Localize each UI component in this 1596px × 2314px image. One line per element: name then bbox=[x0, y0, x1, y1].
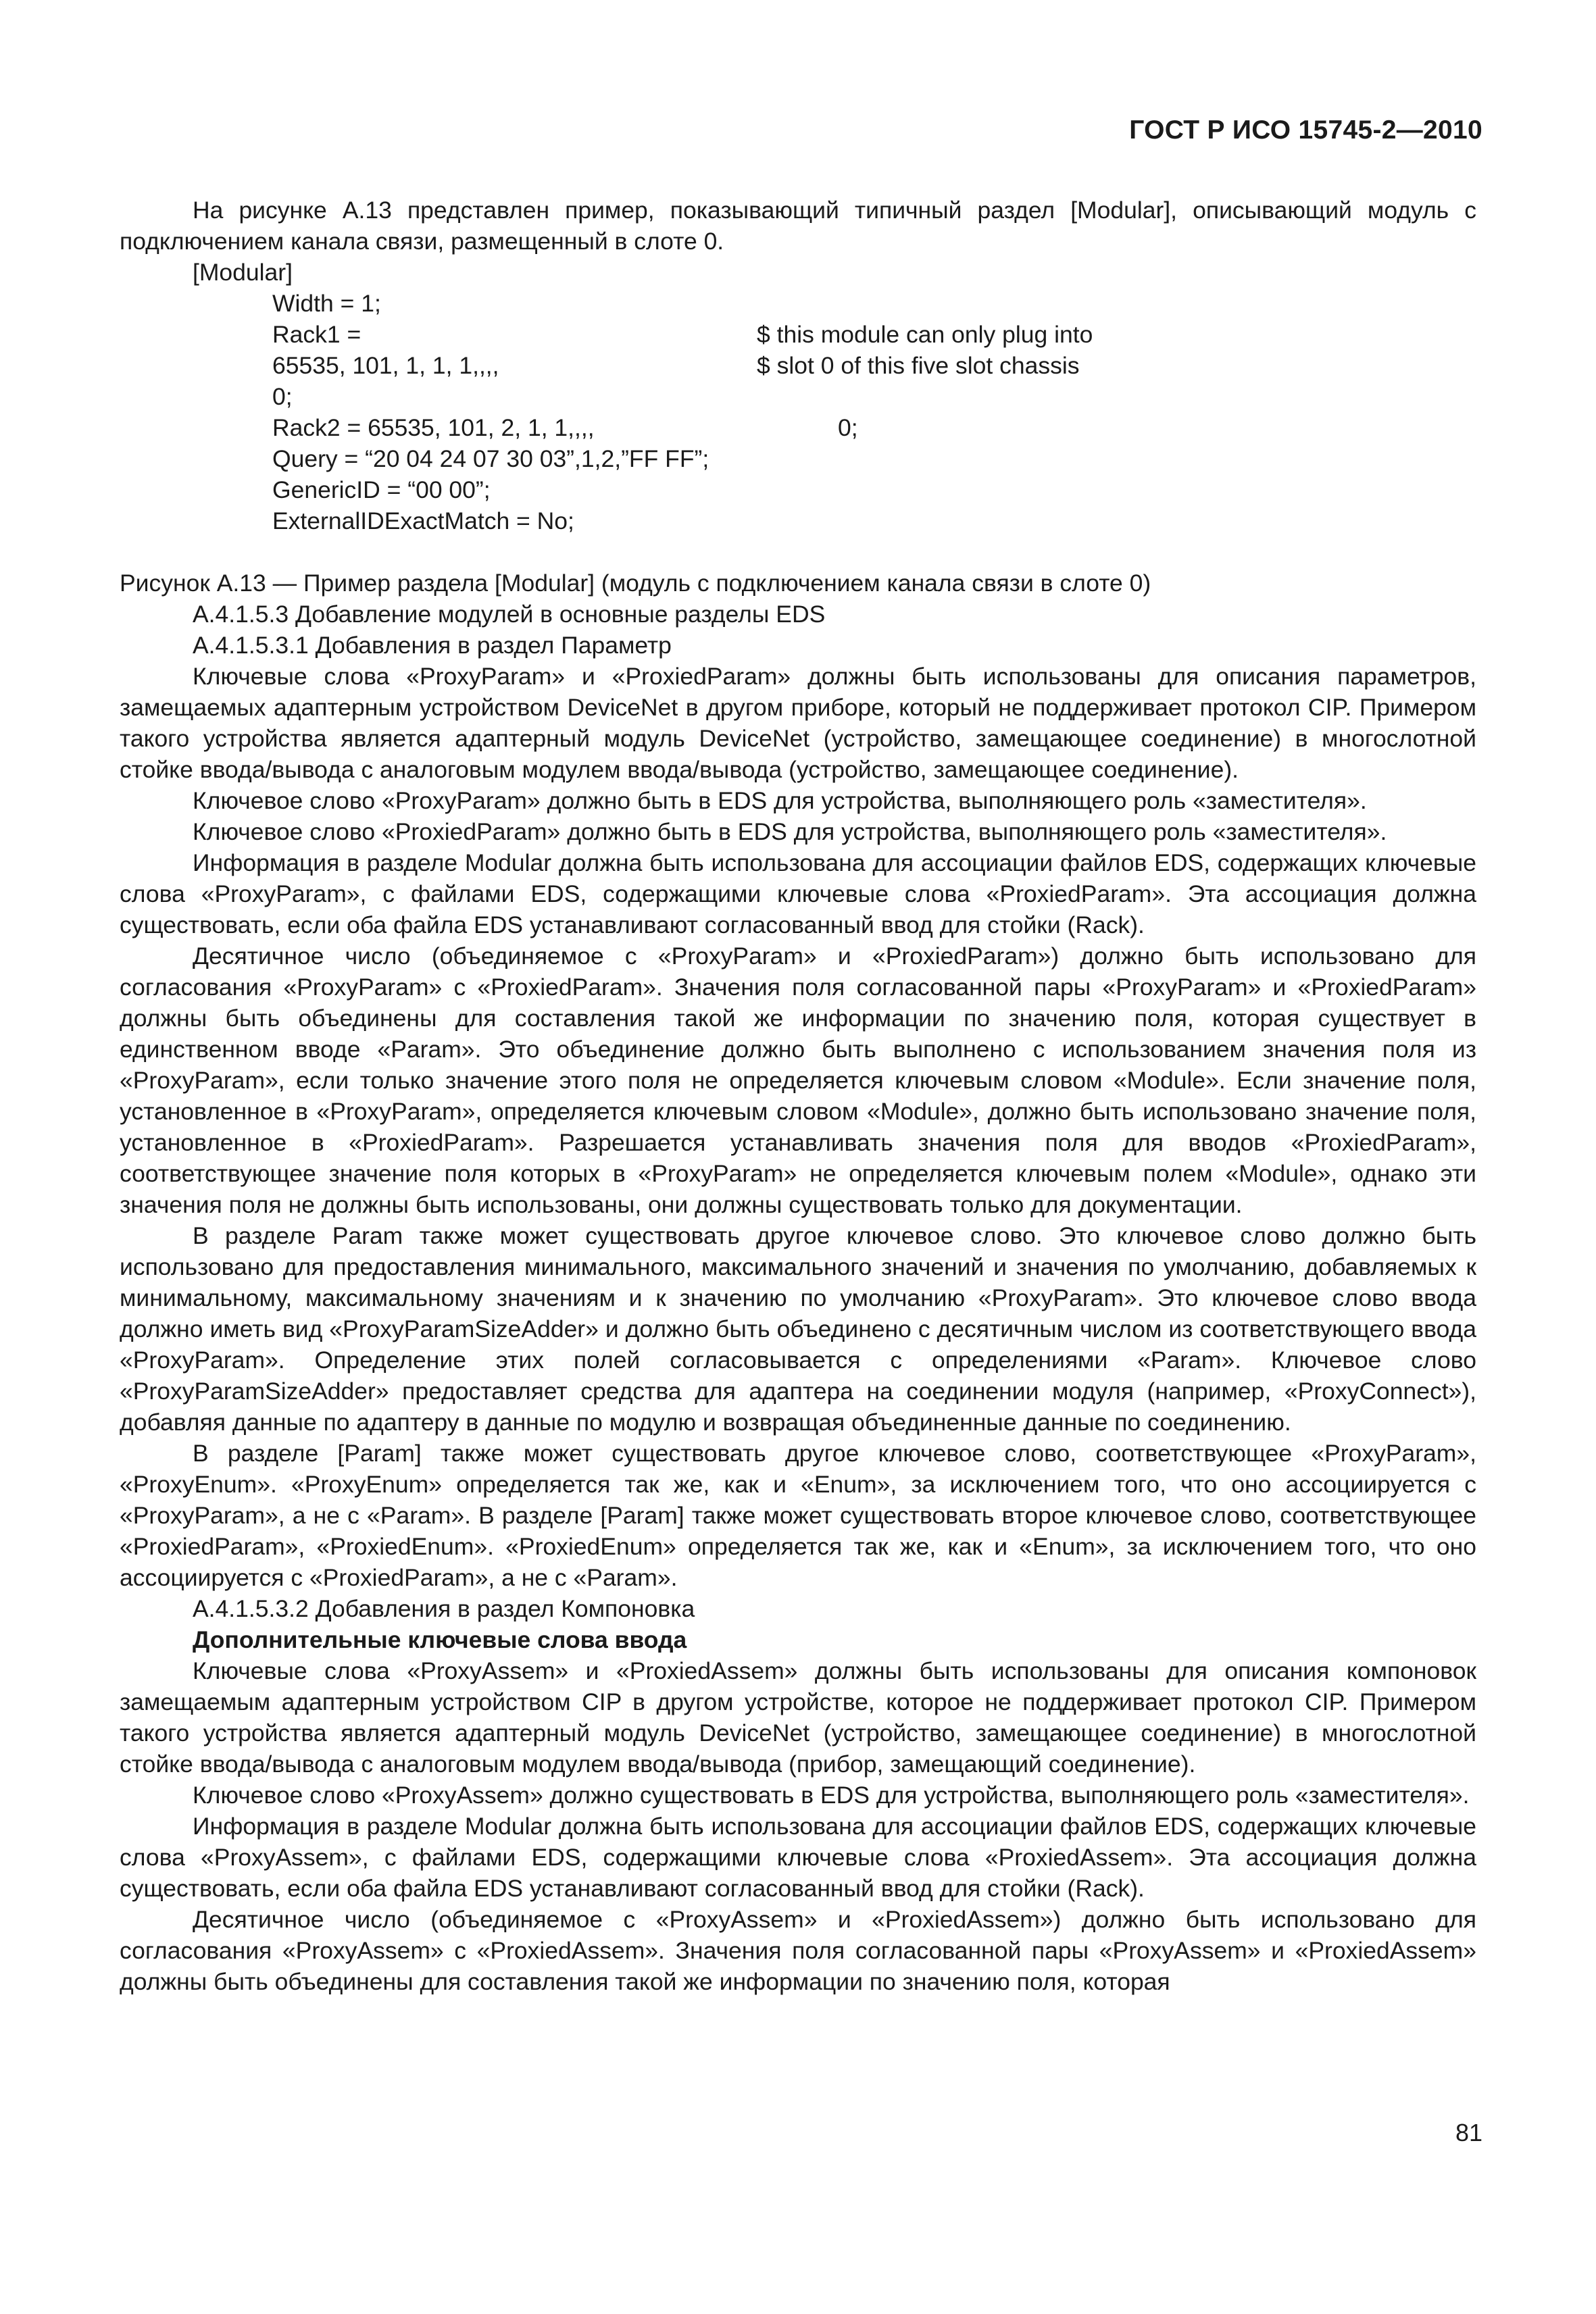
code-comment-2: $ slot 0 of this five slot chassis bbox=[757, 352, 1080, 379]
body-paragraph: Ключевые слова «ProxyAssem» и «ProxiedAssem» должны быть использованы для описания компоновок замещаемым адаптерным устройством CIP в другом устройстве, которое не поддерживает протокол CIP. Примером такого устройства является адаптерный модуль DeviceNet (устройство, замещающее соединение) в многослотной стойке ввода/вывода с аналоговым модулем ввода/вывода (прибор, замещающий соединение). bbox=[120, 1657, 1476, 1778]
subsection-heading: А.4.1.5.3.1 Добавления в раздел Параметр bbox=[193, 632, 672, 659]
page-number: 81 bbox=[1455, 2119, 1482, 2146]
body-paragraph: Информация в разделе Modular должна быть использована для ассоциации файлов EDS, содержащих ключевые слова «ProxyParam», с файлами EDS, содержащими ключевые слова «ProxiedParam». Эта ассоциация должна существовать, если оба файла EDS устанавливают согласованный ввод для стойки (Rack). bbox=[120, 849, 1476, 938]
intro-paragraph: На рисунке А.13 представлен пример, показывающий типичный раздел [Modular], описывающий модуль с подключением канала связи, размещенный в слоте 0. bbox=[120, 197, 1476, 255]
code-example bbox=[120, 257, 1476, 568]
code-width: Width = 1; bbox=[272, 290, 381, 317]
bold-heading: Дополнительные ключевые слова ввода bbox=[193, 1626, 687, 1653]
page-content bbox=[120, 195, 1476, 1997]
code-generic-id: GenericID = “00 00”; bbox=[272, 476, 491, 503]
body-paragraph: Ключевое слово «ProxyAssem» должно существовать в EDS для устройства, выполняющего роль «заместителя». bbox=[193, 1782, 1470, 1809]
body-paragraph: Десятичное число (объединяемое с «ProxyParam» и «ProxiedParam») должно быть использовано для согласования «ProxyParam» с «ProxiedParam». Значения поля согласованной пары «ProxyParam» и «ProxiedParam» должны быть объединены для составления такой же информации по значению поля, которая существует в единственном вводе «Param». Это объединение должно быть выполнено с использованием значения поля из «ProxyParam», если только значение этого поля не определяется ключевым словом «Module». Если значение поля, установленное в «ProxyParam», определяется ключевым словом «Module», должно быть использовано значение поля, установленное в «ProxiedParam». Разрешается устанавливать значения поля для вводов «ProxiedParam», соответствующее значение поля которых в «ProxyParam» не определяется ключевым полем «Module», однако эти значения поля не должны быть использованы, они должны существовать только для документации. bbox=[120, 942, 1476, 1218]
code-section-name: [Modular] bbox=[193, 259, 293, 286]
code-rack1-values: 65535, 101, 1, 1, 1,,,, bbox=[272, 352, 499, 379]
body-paragraph: Десятичное число (объединяемое с «ProxyAssem» и «ProxiedAssem») должно быть использовано для согласования «ProxyAssem» с «ProxiedAssem». Значения поля согласованной пары «ProxyAssem» и «ProxiedAssem» должны быть объединены для составления такой же информации по значению поля, которая bbox=[120, 1906, 1476, 1995]
body-paragraph: В разделе [Param] также может существовать другое ключевое слово, соответствующее «ProxyParam», «ProxyEnum». «ProxyEnum» определяется так же, как и «Enum», за исключением того, что оно ассоциируется с «ProxyParam», а не с «Param». В разделе [Param] также может существовать второе ключевое слово, соответствующее «ProxiedParam», «ProxiedEnum». «ProxiedEnum» определяется так же, как и «Enum», за исключением того, что оно ассоциируется с «ProxiedParam», а не с «Param». bbox=[120, 1440, 1476, 1591]
standard-header: ГОСТ Р ИСО 15745-2—2010 bbox=[1129, 116, 1482, 145]
code-rack1-end: 0; bbox=[272, 383, 293, 410]
code-rack1: Rack1 = bbox=[272, 321, 361, 348]
code-external-match: ExternalIDExactMatch = No; bbox=[272, 507, 574, 534]
code-comment-1: $ this module can only plug into bbox=[757, 321, 1093, 348]
body-paragraph: Информация в разделе Modular должна быть использована для ассоциации файлов EDS, содержащих ключевые слова «ProxyAssem», с файлами EDS, содержащими ключевые слова «ProxiedAssem». Эта ассоциация должна существовать, если оба файла EDS устанавливают согласованный ввод для стойки (Rack). bbox=[120, 1813, 1476, 1902]
subsection-heading: А.4.1.5.3.2 Добавления в раздел Компоновка bbox=[193, 1595, 695, 1622]
code-rack2-end: 0; bbox=[838, 414, 858, 441]
figure-caption: Рисунок А.13 — Пример раздела [Modular] (модуль с подключением канала связи в слоте 0) bbox=[120, 570, 1151, 597]
code-query: Query = “20 04 24 07 30 03”,1,2,”FF FF”; bbox=[272, 445, 709, 472]
section-heading: А.4.1.5.3 Добавление модулей в основные разделы EDS bbox=[193, 601, 826, 628]
code-rack2: Rack2 = 65535, 101, 2, 1, 1,,,, bbox=[272, 414, 595, 441]
body-paragraph: Ключевое слово «ProxyParam» должно быть в EDS для устройства, выполняющего роль «заместителя». bbox=[193, 787, 1367, 814]
body-paragraph: В разделе Param также может существовать другое ключевое слово. Это ключевое слово должно быть использовано для предоставления минимального, максимального значений и значения по умолчанию, добавляемых к минимальному, максимальному значениям и к значению по умолчанию «ProxyParam». Это ключевое слово ввода должно иметь вид «ProxyParamSizeAdder» и должно быть объединено с десятичным числом из соответствующего ввода «ProxyParam». Определение этих полей согласовывается с определениями «Param». Ключевое слово «ProxyParamSizeAdder» предоставляет средства для адаптера на соединении модуля (например, «ProxyConnect»), добавляя данные по адаптеру в данные по модулю и возвращая объединенные данные по соединению. bbox=[120, 1222, 1476, 1436]
body-paragraph: Ключевые слова «ProxyParam» и «ProxiedParam» должны быть использованы для описания параметров, замещаемых адаптерным устройством DeviceNet в другом приборе, который не поддерживает протокол CIP. Примером такого устройства является адаптерный модуль DeviceNet (устройство, замещающее соединение) в многослотной стойке ввода/вывода с аналоговым модулем ввода/вывода (устройство, замещающее соединение). bbox=[120, 663, 1476, 783]
body-paragraph: Ключевое слово «ProxiedParam» должно быть в EDS для устройства, выполняющего роль «заместителя». bbox=[193, 818, 1387, 845]
